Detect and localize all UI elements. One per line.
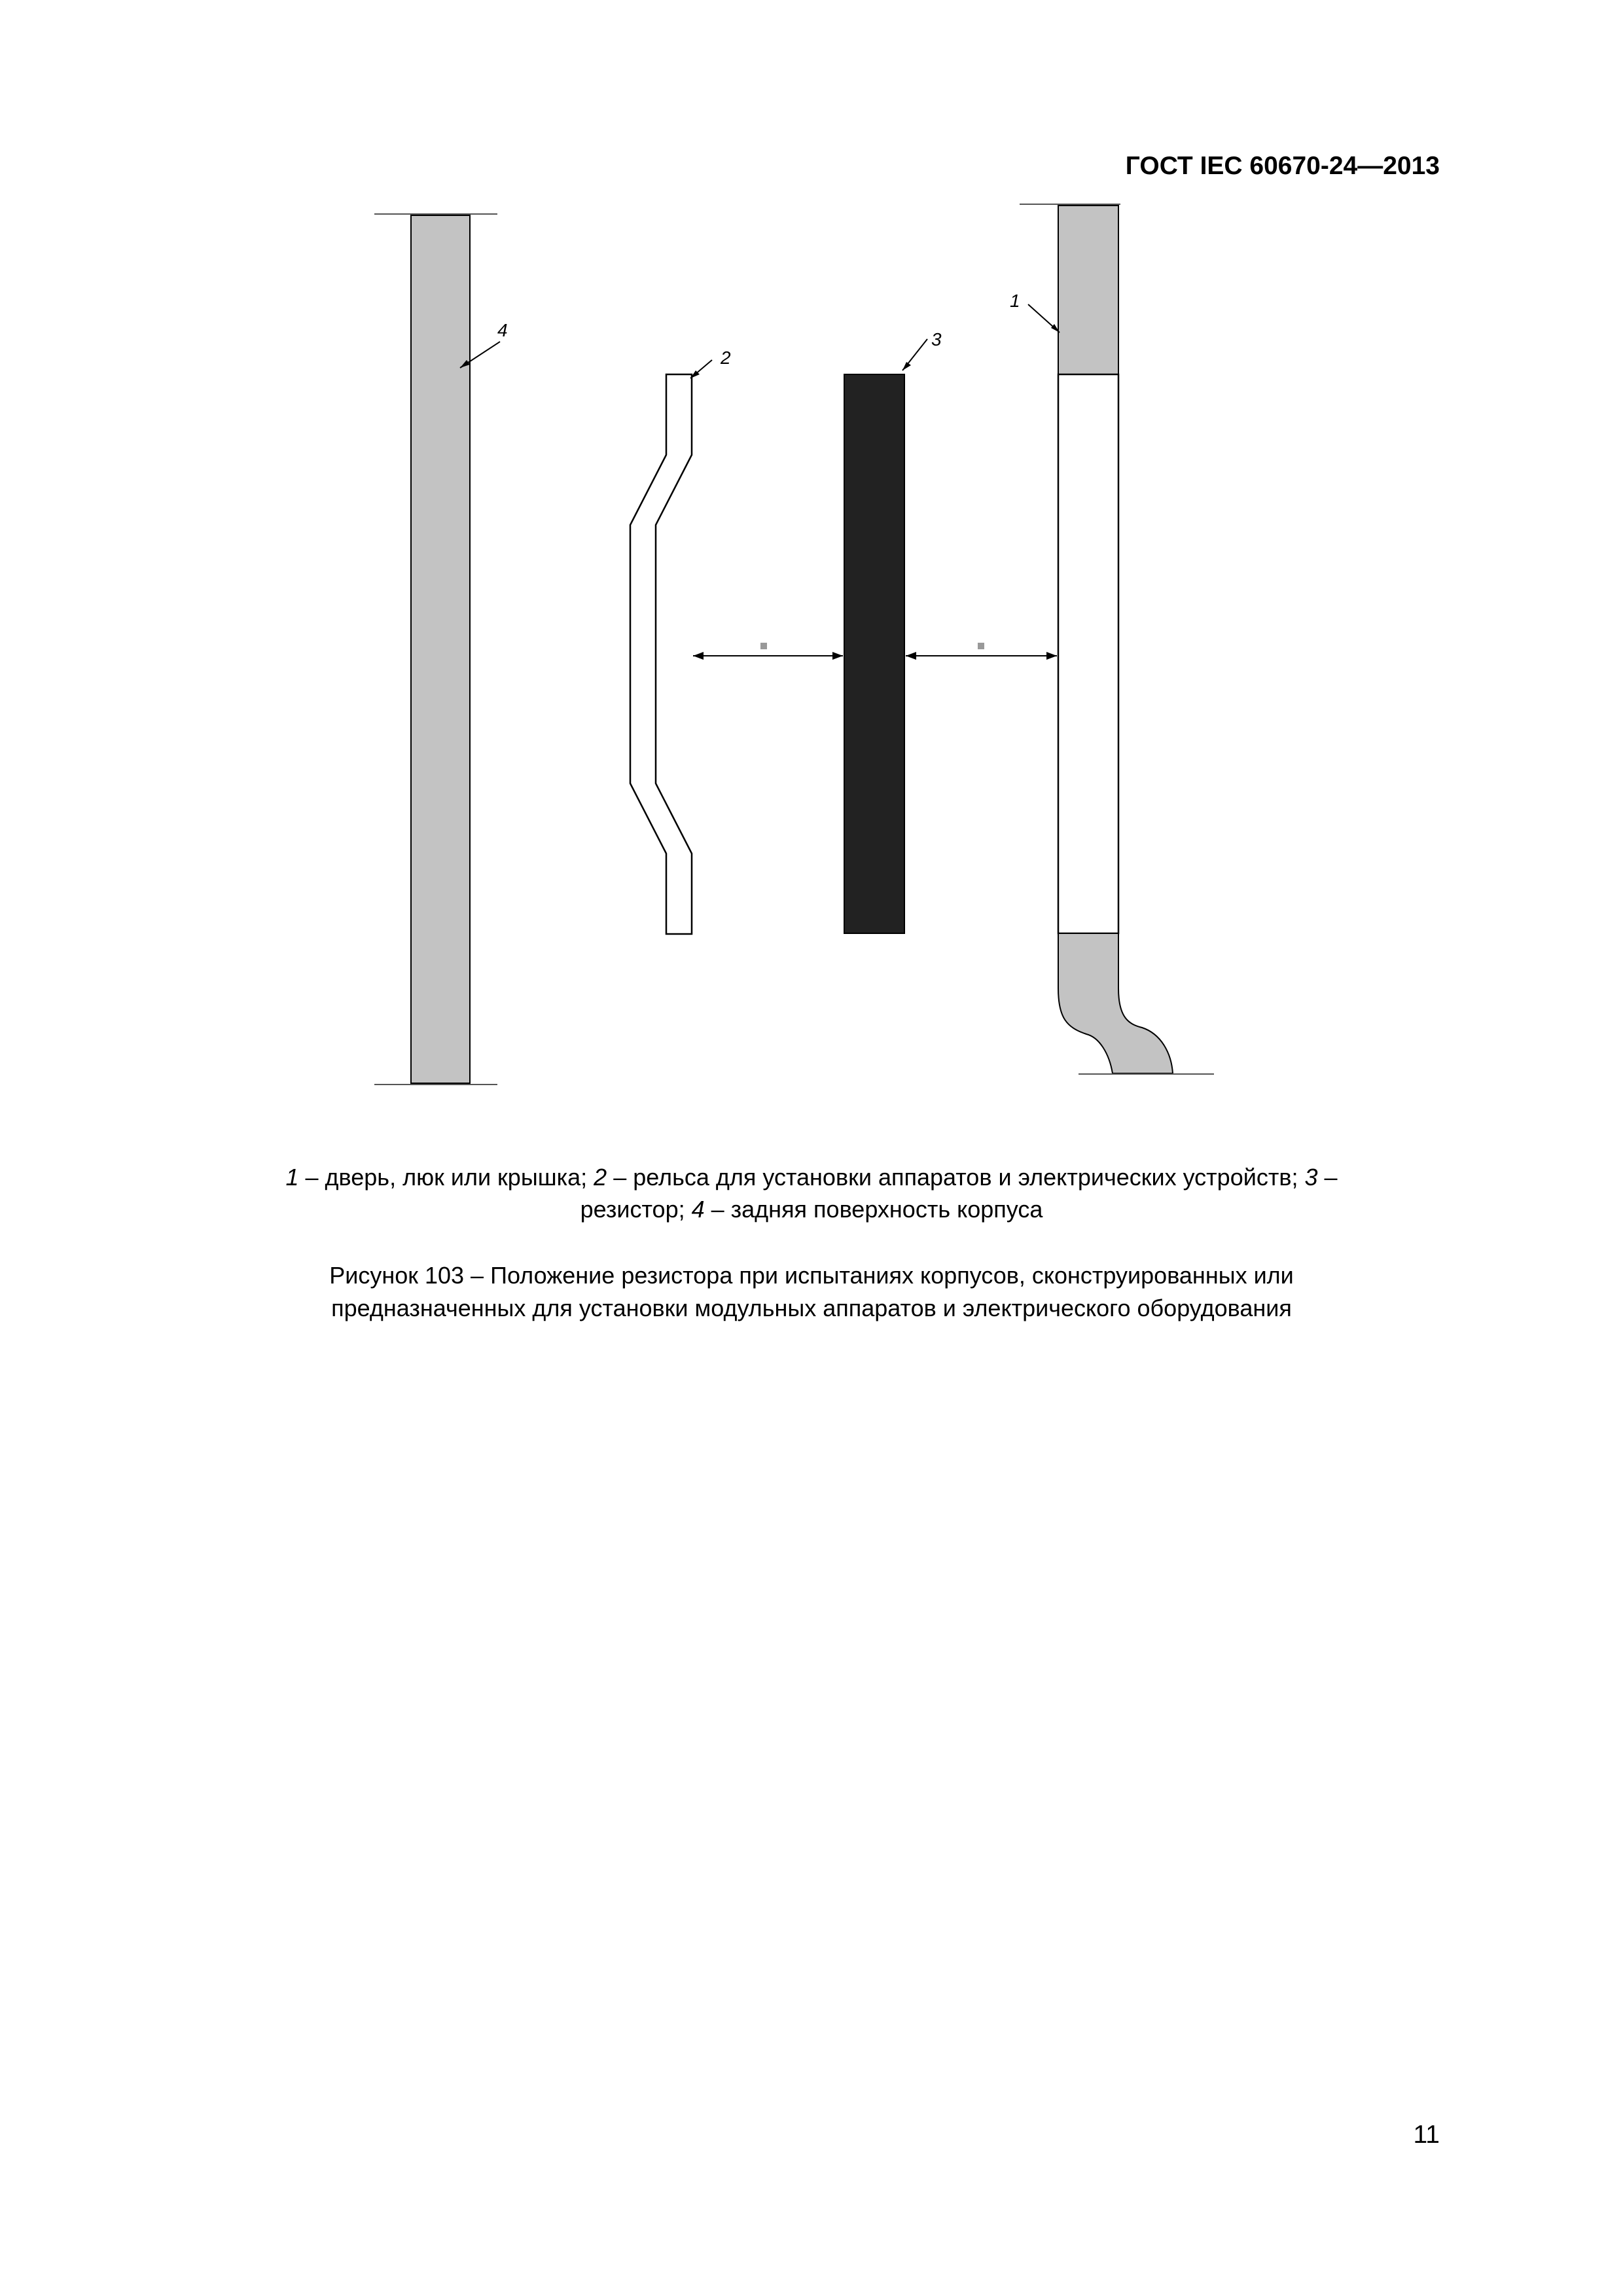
legend-text-4: резистор; [580, 1196, 692, 1223]
marker-3: 3 [931, 329, 942, 350]
legend-line-1 [131, 1161, 1492, 1193]
rear-surface [374, 214, 497, 1085]
caption-line-1: Рисунок 103 – Положение резистора при испытаниях корпусов, сконструированных или [329, 1262, 1294, 1289]
marker-2: 2 [721, 348, 731, 368]
legend-num-2: 2 [594, 1164, 607, 1191]
figure-caption [131, 1259, 1492, 1325]
legend-num-3: 3 [1304, 1164, 1318, 1191]
legend-num-1: 1 [285, 1164, 299, 1191]
legend-line-2 [131, 1193, 1492, 1225]
marker-1: 1 [1010, 291, 1020, 311]
legend-text-5: – задняя поверхность корпуса [704, 1196, 1043, 1223]
leader-lines [460, 304, 1060, 378]
marker-4: 4 [497, 320, 508, 340]
figure-legend [131, 1161, 1492, 1225]
page-number: 11 [1413, 2121, 1440, 2149]
mounting-rail [630, 374, 692, 934]
caption-line-2: предназначенных для установки модульных аппаратов и электрического оборудования [331, 1295, 1292, 1321]
document-header: ГОСТ IEC 60670-24—2013 [1125, 152, 1440, 180]
door-cover [1020, 204, 1214, 1074]
legend-text-2: – рельса для установки аппаратов и электрических устройств; [607, 1164, 1305, 1191]
legend-text-1: – дверь, люк или крышка; [298, 1164, 594, 1191]
legend-text-3: – [1317, 1164, 1338, 1191]
resistor [844, 374, 904, 933]
legend-num-4: 4 [691, 1196, 705, 1223]
